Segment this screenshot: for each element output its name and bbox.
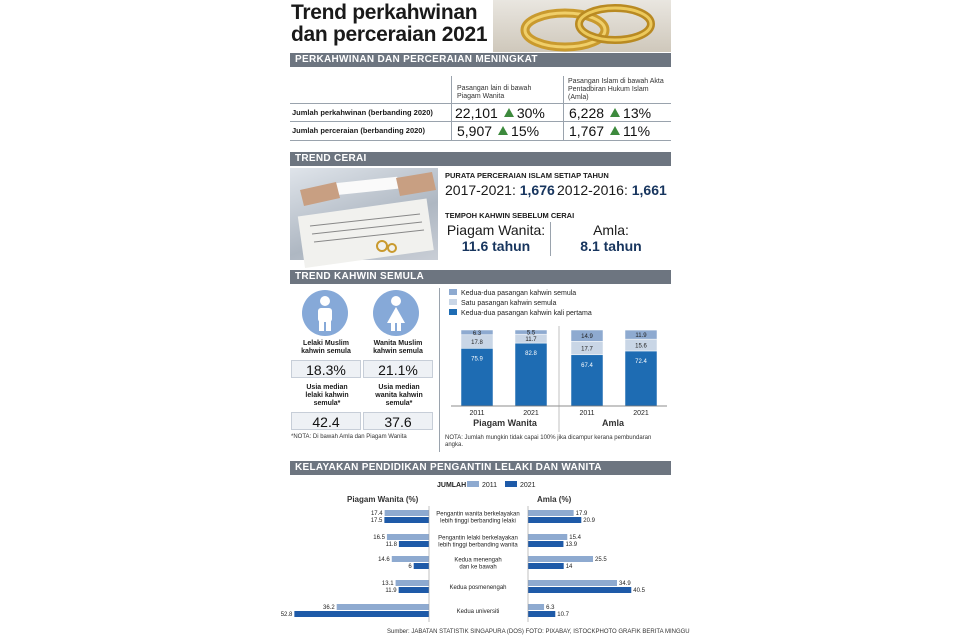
divider [290, 103, 671, 104]
purata-1-label: 2017-2021: [445, 182, 516, 198]
female-person-icon [373, 290, 419, 336]
row2-pw-pct: 15% [511, 123, 540, 139]
category-label: Pengantin lelaki berkelayakan [438, 535, 518, 542]
purata-2 [557, 182, 667, 198]
divider [290, 140, 671, 141]
value-piagam-2021: 52.8 [280, 612, 293, 618]
tempoh-amla-label: Amla: [593, 222, 629, 238]
col-header-amla: Pasangan Islam di bawah Akta Pentadbiran Hukum Islam (Amla) [568, 78, 664, 101]
divider [563, 76, 564, 140]
female-median-label: Usia median wanita kahwin semula* [375, 384, 423, 407]
tempoh-title: TEMPOH KAHWIN SEBELUM CERAI [445, 211, 575, 220]
legend-label: Kedua-dua pasangan kahwin kali pertama [461, 310, 592, 317]
row1-pw [455, 105, 545, 121]
category-label: lebih tinggi berbanding wanita [438, 542, 518, 549]
category-label: Kedua menengah [454, 557, 502, 564]
bar-amla-2021 [528, 587, 631, 593]
bar-amla-2011 [528, 580, 617, 586]
purata-1 [445, 182, 555, 198]
category-label: dan ke bawah [459, 564, 497, 571]
bar-amla-2011 [528, 556, 593, 562]
right-title: Amla (%) [537, 495, 572, 504]
value-piagam-2011: 36.2 [323, 605, 335, 611]
male-label: Lelaki Muslim kahwin semula [301, 340, 351, 355]
bar-piagam-2011 [385, 510, 429, 516]
male-median-label: Usia median lelaki kahwin semula* [305, 384, 349, 407]
bar-amla-2011 [528, 510, 574, 516]
stack-value-label: 11.9 [635, 333, 647, 340]
bar-piagam-2011 [387, 534, 429, 540]
left-title: Piagam Wanita (%) [347, 495, 419, 504]
legend-label: Satu pasangan kahwin semula [461, 300, 557, 307]
page-title [291, 2, 487, 46]
legend-label: Kedua-dua pasangan kahwin semula [461, 290, 577, 297]
purata-title: PURATA PERCERAIAN ISLAM SETIAP TAHUN [445, 171, 609, 180]
row1-amla-pct: 13% [623, 105, 652, 121]
male-person-icon [302, 290, 348, 336]
value-piagam-2011: 16.5 [373, 535, 385, 541]
bar-piagam-2021 [399, 541, 429, 547]
row1-amla-value: 6,228 [569, 105, 605, 121]
up-arrow-icon [504, 108, 514, 117]
female-median: 37.6 [384, 414, 412, 430]
row2-pw [457, 123, 539, 139]
x-tick-label: 2011 [579, 410, 595, 417]
category-label: Kedua posmenengah [449, 585, 507, 591]
row2-amla [569, 123, 650, 139]
up-arrow-icon [610, 126, 620, 135]
stack-value-label: 14.9 [581, 334, 593, 341]
male-pct: 18.3% [306, 362, 346, 378]
purata-1-value: 1,676 [519, 182, 555, 198]
row2-pw-value: 5,907 [457, 123, 493, 139]
bar-piagam-2021 [384, 517, 429, 523]
col-header-piagam: Pasangan lain di bawah Piagam Wanita [457, 85, 532, 100]
value-amla-2011: 15.4 [569, 535, 581, 541]
legend-swatch [449, 309, 457, 315]
tempoh-amla-value: 8.1 tahun [580, 238, 642, 254]
female-label: Wanita Muslim kahwin semula [373, 340, 423, 355]
value-amla-2021: 13.9 [565, 542, 578, 548]
category-label: Pengantin wanita berkelayakan [436, 511, 520, 518]
legend-swatch-2011 [467, 481, 479, 487]
value-piagam-2011: 13.1 [381, 581, 394, 587]
group-label: Piagam Wanita [473, 418, 537, 428]
value-piagam-2021: 6 [408, 564, 412, 570]
legend-swatch-2021 [505, 481, 517, 487]
up-arrow-icon [610, 108, 620, 117]
value-amla-2011: 34.9 [618, 581, 631, 587]
title-line-2: dan perceraian 2021 [291, 23, 488, 46]
divider [550, 222, 551, 256]
tempoh-piagam-value: 11.6 tahun [461, 238, 531, 254]
female-pct: 21.1% [378, 362, 418, 378]
bar-amla-2021 [528, 517, 581, 523]
value-amla-2021: 10.7 [557, 612, 569, 618]
row-label-perkahwinan: Jumlah perkahwinan (berbanding 2020) [292, 108, 433, 117]
bar-amla-2021 [528, 541, 563, 547]
x-tick-label: 2011 [469, 410, 485, 417]
value-piagam-2021: 11.9 [385, 588, 397, 594]
value-amla-2021: 14 [565, 564, 573, 570]
purata-2-label: 2012-2016: [557, 182, 628, 198]
value-piagam-2021: 11.8 [385, 542, 397, 548]
stack-value-label: 17.7 [581, 346, 593, 353]
value-piagam-2021: 17.5 [370, 518, 383, 524]
education-chart [280, 476, 673, 626]
footnote: *NOTA: Di bawah Amla dan Piagam Wanita [291, 434, 407, 440]
wedding-rings-photo [493, 0, 671, 52]
stack-value-label: 15.6 [635, 343, 647, 350]
row1-pw-value: 22,101 [455, 105, 498, 121]
bar-piagam-2021 [294, 611, 429, 617]
male-median: 42.4 [312, 414, 340, 430]
tempoh-amla [555, 222, 667, 254]
value-piagam-2011: 17.4 [370, 511, 383, 517]
stacked-bar-chart [443, 286, 671, 436]
x-tick-label: 2021 [633, 410, 649, 417]
bar-piagam-2021 [414, 563, 429, 569]
stack-value-label: 72.4 [635, 358, 647, 365]
stack-value-label: 5.5 [526, 330, 536, 337]
legend-label-2011: 2011 [482, 482, 498, 489]
up-arrow-icon [498, 126, 508, 135]
row-label-perceraian: Jumlah perceraian (berbanding 2020) [292, 126, 425, 135]
divider [290, 121, 671, 122]
section-bar-kelayakan: KELAYAKAN PENDIDIKAN PENGANTIN LELAKI DAN WANITA [290, 461, 671, 475]
stack-value-label: 67.4 [581, 362, 593, 369]
group-label: Amla [601, 418, 625, 428]
bar-amla-2011 [528, 604, 544, 610]
stack-value-label: 82.8 [525, 351, 537, 358]
purata-2-value: 1,661 [631, 182, 667, 198]
divorce-photo [290, 168, 438, 260]
value-amla-2011: 6.3 [546, 605, 555, 611]
row2-amla-value: 1,767 [569, 123, 605, 139]
bar-amla-2021 [528, 611, 555, 617]
tempoh-piagam-label: Piagam Wanita: [446, 222, 546, 238]
legend-label-2021: 2021 [520, 482, 536, 489]
stack-value-label: 6.3 [472, 330, 482, 337]
chart-note: NOTA: Jumlah mungkin tidak capai 100% jika dicampur kerana pembundaran angka. [445, 435, 652, 448]
title-line-1: Trend perkahwinan [291, 1, 478, 24]
legend-swatch [449, 299, 457, 305]
legend-swatch [449, 289, 457, 295]
section-bar-kahwin-semula: TREND KAHWIN SEMULA [290, 270, 671, 284]
value-amla-2021: 20.9 [583, 518, 595, 524]
row2-amla-pct: 11% [623, 123, 651, 139]
divider [451, 76, 452, 140]
category-label: lebih tinggi berbanding lelaki [440, 518, 516, 525]
stack-value-label: 11.7 [525, 337, 537, 344]
section-bar-perkahwinan: PERKAHWINAN DAN PERCERAIAN MENINGKAT [290, 53, 671, 67]
value-piagam-2011: 14.6 [378, 557, 390, 563]
legend-title: JUMLAH [437, 482, 467, 489]
value-amla-2011: 25.5 [595, 557, 607, 563]
bar-piagam-2011 [396, 580, 429, 586]
infographic [280, 0, 690, 640]
bar-piagam-2011 [337, 604, 429, 610]
bar-piagam-2021 [399, 587, 429, 593]
source-credit: Sumber: JABATAN STATISTIK SINGAPURA (DOS) FOTO: PIXABAY, ISTOCKPHOTO GRAFIK BERITA MINGGU [387, 629, 690, 635]
bar-amla-2011 [528, 534, 567, 540]
row1-pw-pct: 30% [516, 105, 545, 121]
value-amla-2011: 17.9 [575, 511, 588, 517]
section-bar-trend-cerai: TREND CERAI [290, 152, 671, 166]
value-amla-2021: 40.5 [633, 588, 645, 594]
x-tick-label: 2021 [523, 410, 539, 417]
tempoh-piagam [445, 222, 547, 254]
bar-amla-2021 [528, 563, 564, 569]
divider [439, 288, 440, 452]
row1-amla [569, 105, 651, 121]
bar-piagam-2011 [392, 556, 429, 562]
category-label: Kedua universiti [456, 609, 500, 615]
stack-value-label: 17.8 [471, 340, 483, 347]
stack-value-label: 75.9 [471, 356, 483, 363]
